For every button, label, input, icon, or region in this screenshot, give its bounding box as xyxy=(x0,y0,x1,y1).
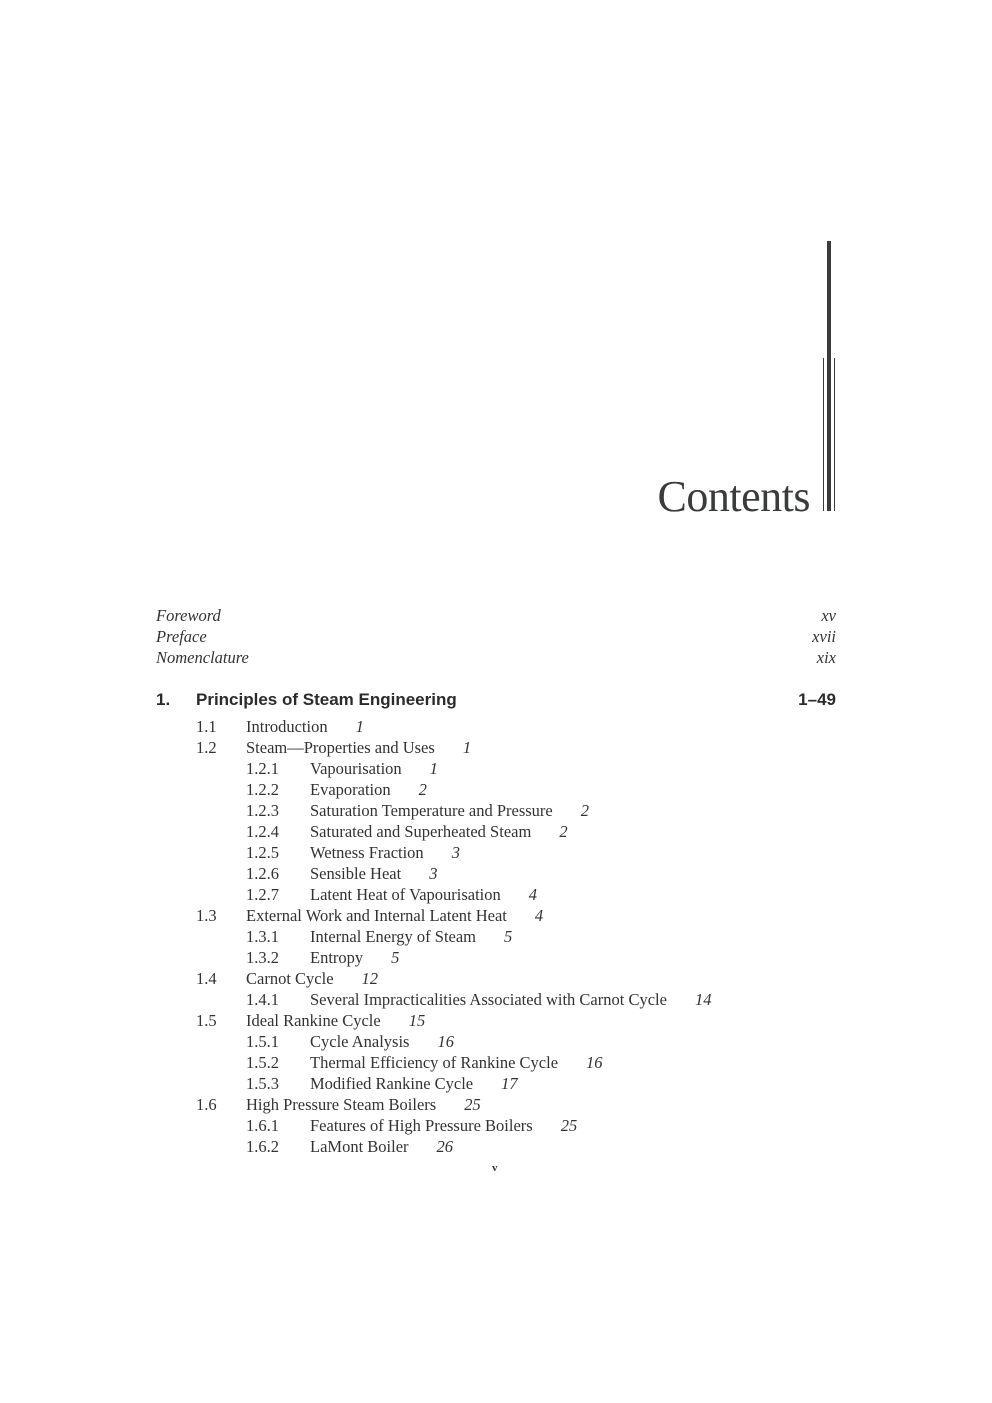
toc-entry[interactable] xyxy=(246,926,512,947)
section-number: 1.3.2 xyxy=(246,948,279,967)
section-number: 1.6 xyxy=(196,1095,217,1114)
toc-entry[interactable] xyxy=(246,947,399,968)
toc-entry[interactable] xyxy=(246,1031,454,1052)
section-title: Ideal Rankine Cycle xyxy=(246,1011,381,1030)
toc-entry[interactable] xyxy=(196,968,378,989)
section-title: Sensible Heat xyxy=(310,864,402,883)
section-number: 1.2.1 xyxy=(246,759,279,778)
front-matter-page: xvii xyxy=(812,627,836,646)
section-number: 1.2 xyxy=(196,738,217,757)
section-number: 1.2.5 xyxy=(246,843,279,862)
section-number: 1.2.3 xyxy=(246,801,279,820)
toc-entry[interactable] xyxy=(246,821,568,842)
section-title: High Pressure Steam Boilers xyxy=(246,1095,437,1114)
section-page: 2 xyxy=(559,822,568,841)
front-matter-label: Preface xyxy=(156,627,207,646)
section-page: 14 xyxy=(694,990,712,1009)
front-matter-label: Nomenclature xyxy=(156,648,249,667)
section-number: 1.3.1 xyxy=(246,927,279,946)
decorative-thin-rule-left xyxy=(823,358,824,511)
decorative-thin-rule-right xyxy=(834,358,835,511)
section-title: Modified Rankine Cycle xyxy=(310,1074,474,1093)
toc-entry[interactable] xyxy=(246,1073,518,1094)
section-number: 1.2.4 xyxy=(246,822,279,841)
section-page: 17 xyxy=(501,1074,518,1093)
toc-entry[interactable] xyxy=(246,863,437,884)
section-number: 1.2.6 xyxy=(246,864,279,883)
chapter-title: Principles of Steam Engineering xyxy=(196,690,457,709)
section-title: Latent Heat of Vapourisation xyxy=(310,885,501,904)
page-title: Contents xyxy=(657,472,810,521)
section-page: 16 xyxy=(437,1032,454,1051)
toc-entry[interactable] xyxy=(196,1010,425,1031)
front-matter xyxy=(156,605,836,668)
front-matter-page: xv xyxy=(821,606,836,625)
section-title: Several Impracticalities Associated with Carnot Cycle xyxy=(310,990,667,1009)
section-page: 1 xyxy=(462,738,472,757)
section-number: 1.2.7 xyxy=(246,885,279,904)
chapter-number: 1. xyxy=(156,690,171,709)
section-page: 4 xyxy=(534,906,544,925)
toc-entry[interactable] xyxy=(196,716,364,737)
section-page: 1 xyxy=(355,717,364,736)
section-number: 1.4.1 xyxy=(246,990,279,1009)
section-page: 15 xyxy=(408,1011,426,1030)
section-title: Evaporation xyxy=(310,780,391,799)
section-title: Steam—Properties and Uses xyxy=(246,738,435,757)
front-matter-item[interactable] xyxy=(156,605,836,626)
section-page: 4 xyxy=(528,885,538,904)
toc-entry[interactable] xyxy=(246,989,711,1010)
section-title: Vapourisation xyxy=(310,759,402,778)
section-title: Carnot Cycle xyxy=(246,969,334,988)
section-title: Entropy xyxy=(310,948,364,967)
page-number: v xyxy=(492,1162,498,1174)
toc-entry[interactable] xyxy=(246,1052,603,1073)
section-number: 1.5.1 xyxy=(246,1032,279,1051)
section-page: 25 xyxy=(464,1095,481,1114)
section-page: 3 xyxy=(451,843,460,862)
section-number: 1.3 xyxy=(196,906,217,925)
decorative-thick-rule xyxy=(827,241,831,511)
section-page: 3 xyxy=(429,864,438,883)
toc-entry[interactable] xyxy=(246,779,427,800)
toc-entry[interactable] xyxy=(246,758,438,779)
toc-entry[interactable] xyxy=(196,1094,481,1115)
toc-entry[interactable] xyxy=(246,884,537,905)
section-title: Wetness Fraction xyxy=(310,843,424,862)
section-number: 1.2.2 xyxy=(246,780,279,799)
section-page: 2 xyxy=(580,801,590,820)
section-title: Introduction xyxy=(246,717,328,736)
section-number: 1.6.2 xyxy=(246,1137,279,1156)
section-number: 1.5 xyxy=(196,1011,217,1030)
section-title: Internal Energy of Steam xyxy=(310,927,477,946)
section-page: 12 xyxy=(361,969,379,988)
section-page: 2 xyxy=(418,780,427,799)
section-title: Saturation Temperature and Pressure xyxy=(310,801,553,820)
section-title: LaMont Boiler xyxy=(310,1137,409,1156)
section-number: 1.5.3 xyxy=(246,1074,279,1093)
toc-entry[interactable] xyxy=(246,1115,577,1136)
section-title: Features of High Pressure Boilers xyxy=(310,1116,533,1135)
section-number: 1.1 xyxy=(196,717,217,736)
section-title: External Work and Internal Latent Heat xyxy=(246,906,507,925)
section-page: 5 xyxy=(391,948,400,967)
chapter-heading[interactable] xyxy=(156,689,836,711)
section-title: Cycle Analysis xyxy=(310,1032,410,1051)
section-page: 1 xyxy=(429,759,438,778)
section-number: 1.6.1 xyxy=(246,1116,279,1135)
section-number: 1.4 xyxy=(196,969,217,988)
toc-entry[interactable] xyxy=(246,842,460,863)
toc-entry[interactable] xyxy=(246,1136,453,1157)
front-matter-page: xix xyxy=(816,648,836,667)
front-matter-item[interactable] xyxy=(156,626,836,647)
front-matter-item[interactable] xyxy=(156,647,836,668)
toc-entry[interactable] xyxy=(246,800,589,821)
toc-entry[interactable] xyxy=(196,737,471,758)
section-page: 26 xyxy=(436,1137,454,1156)
chapter-pages: 1–49 xyxy=(798,690,836,709)
toc-entry[interactable] xyxy=(196,905,543,926)
section-page: 25 xyxy=(560,1116,578,1135)
section-title: Thermal Efficiency of Rankine Cycle xyxy=(310,1053,559,1072)
section-title: Saturated and Superheated Steam xyxy=(310,822,532,841)
section-number: 1.5.2 xyxy=(246,1053,279,1072)
section-page: 5 xyxy=(504,927,513,946)
front-matter-label: Foreword xyxy=(156,606,221,625)
section-page: 16 xyxy=(586,1053,603,1072)
